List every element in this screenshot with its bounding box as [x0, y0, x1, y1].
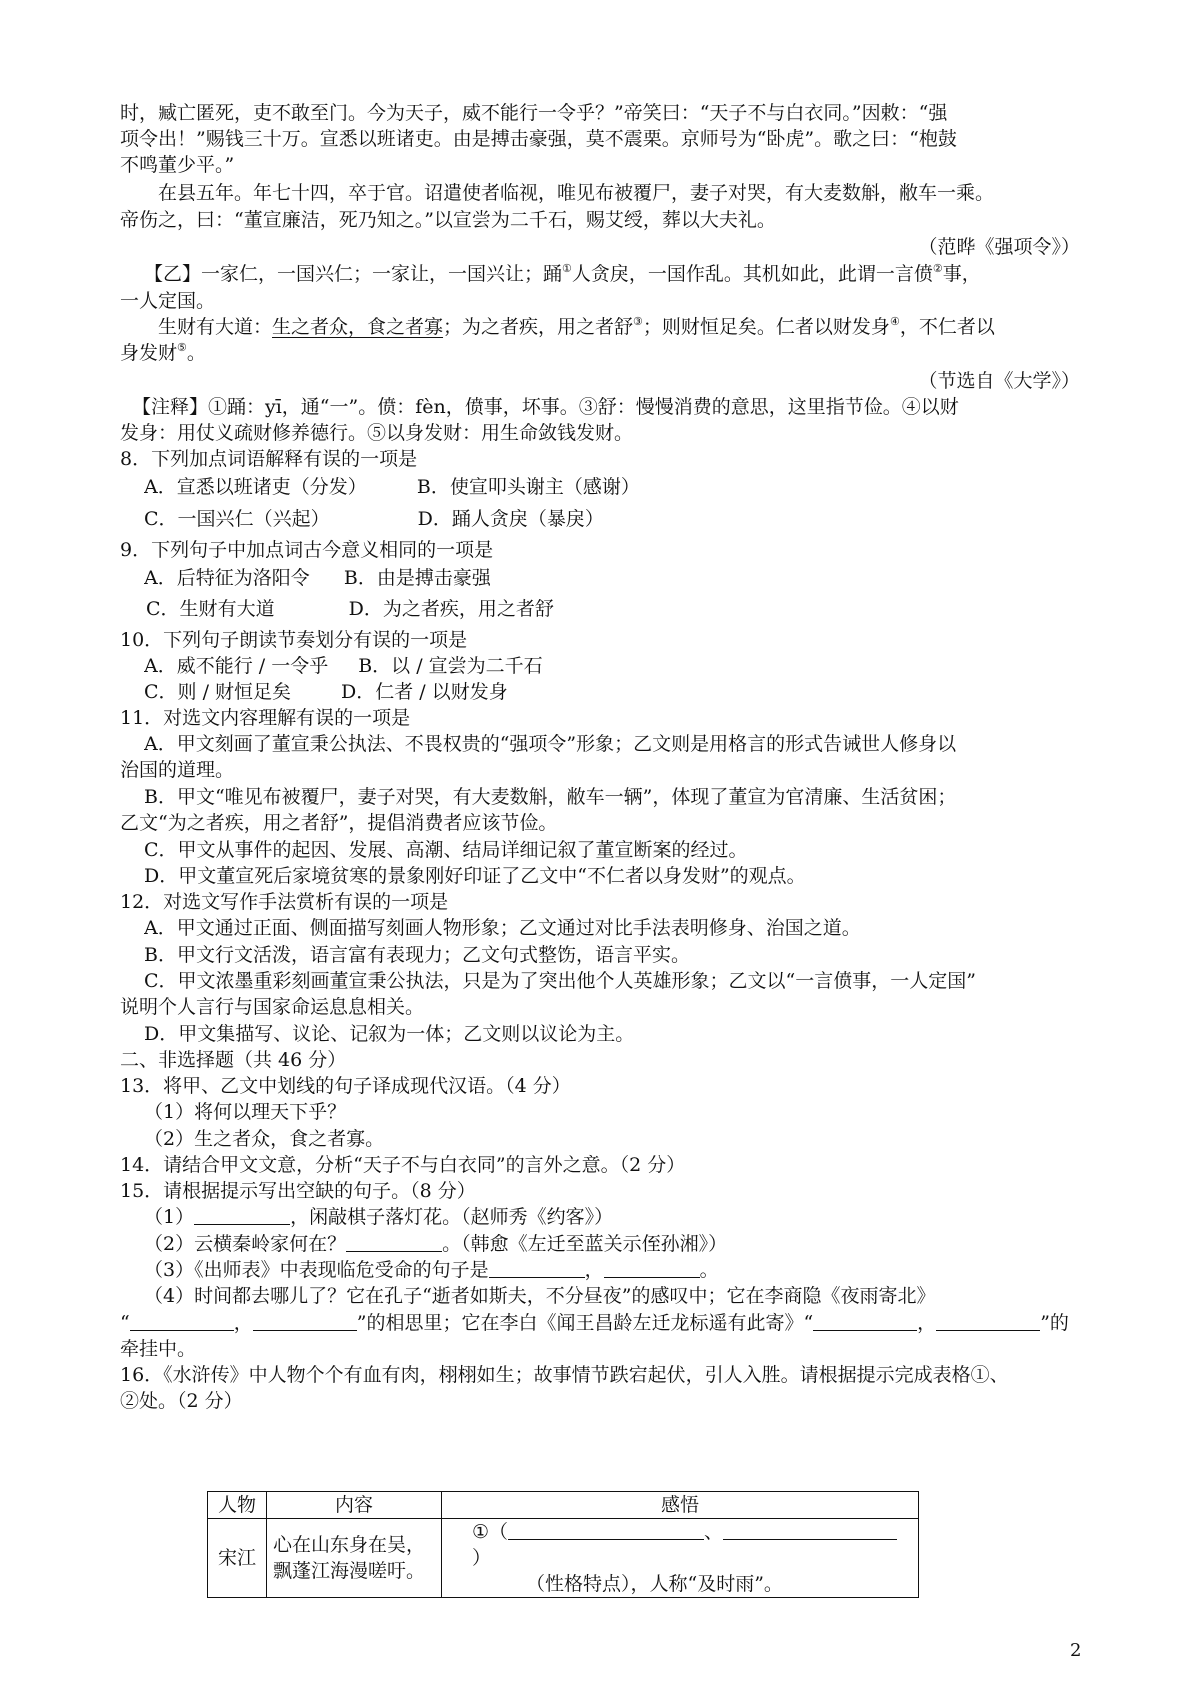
table-cell-content: 心在山东身在吴， 飘蓬江海漫嗟吁。 [267, 1519, 442, 1598]
passage-line: 项令出！”赐钱三十万。宣悉以班诸吏。由是搏击豪强，莫不震栗。京师号为“卧虎”。歌之曰：“枹鼓 [120, 128, 957, 150]
q15-sub-4-cont: “ ， ”的相思里；它在李白《闻王昌龄左迁龙标遥有此寄》“ ， ”的 [120, 1312, 1069, 1334]
q8-options-row [144, 474, 1080, 500]
table-header-row [208, 1492, 919, 1519]
q8-option-a[interactable]: A．宣悉以班诸吏（分发） [144, 476, 367, 498]
q10-options-row [144, 679, 1080, 705]
notes-line: 【注释】①踊：yī，通“一”。偾：fèn，偾事，坏事。③舒：慢慢消费的意思，这里指节俭。④以财 [132, 396, 959, 418]
q10-options-row [144, 653, 1080, 679]
table-header: 感悟 [442, 1492, 919, 1519]
q11-option-b[interactable]: B．甲文“唯见布被覆尸，妻子对哭，有大麦数斛，敝车一辆”，体现了董宣为官清廉、生活贫困； [144, 786, 957, 808]
footnote-marker: ③ [633, 315, 643, 328]
q10-option-d[interactable]: D．仁者 / 以财发身 [341, 681, 508, 703]
yi-source: （节选自《大学》） [918, 370, 1080, 392]
notes-line: 发身：用仗义疏财修养德行。⑤以身发财：用生命敛钱发财。 [120, 422, 634, 444]
answer-blank[interactable] [194, 1206, 290, 1225]
q11-option-d[interactable]: D．甲文董宣死后家境贫寒的景象刚好印证了乙文中“不仁者以身发财”的观点。 [144, 865, 806, 887]
yi-passage-line: 【乙】一家仁，一国兴仁；一家让，一国兴让；踊①人贪戾，一国作乱。其机如此，此谓一言偾②事， [144, 262, 981, 285]
question-9-stem: 9．下列句子中加点词古今意义相同的一项是 [120, 539, 494, 561]
question-8-stem: 8．下列加点词语解释有误的一项是 [120, 448, 418, 470]
q12-option-c[interactable]: C．甲文浓墨重彩刻画董宣秉公执法，只是为了突出他个人英雄形象；乙文以“一言偾事，一人定国” [144, 970, 976, 992]
q9-option-c[interactable]: C．生财有大道 [146, 598, 275, 620]
yi-passage-line: 生财有大道：生之者众，食之者寡；为之者疾，用之者舒③；则财恒足矣。仁者以财发身④，不仁者以 [158, 315, 995, 338]
answer-blank[interactable] [253, 1312, 357, 1331]
q8-option-d[interactable]: D．踊人贪戾（暴戾） [417, 508, 604, 530]
q12-option-c-cont: 说明个人言行与国家命运息息相关。 [120, 996, 425, 1018]
table-cell-name: 宋江 [208, 1519, 267, 1598]
question-13-stem: 13．将甲、乙文中划线的句子译成现代汉语。（4 分） [120, 1075, 571, 1097]
answer-blank[interactable] [813, 1312, 917, 1331]
q10-option-c[interactable]: C．则 / 财恒足矣 [144, 681, 292, 703]
q11-option-b-cont: 乙文“为之者疾，用之者舒”，提倡消费者应该节俭。 [120, 812, 558, 834]
q11-option-c[interactable]: C．甲文从事件的起因、发展、高潮、结局详细记叙了董宣断案的经过。 [144, 839, 748, 861]
question-16-stem-cont: ②处。（2 分） [120, 1390, 243, 1412]
page-number: 2 [1070, 1640, 1082, 1661]
answer-blank[interactable] [604, 1259, 700, 1278]
section-heading: 二、非选择题（共 46 分） [120, 1049, 347, 1071]
q8-options-row [144, 506, 1080, 532]
footnote-marker: ① [562, 262, 572, 275]
q9-option-a[interactable]: A．后特征为洛阳令 [144, 567, 310, 589]
table-row [208, 1519, 919, 1598]
q13-sub-1: （1）将何以理天下乎？ [144, 1101, 347, 1123]
question-11-stem: 11．对选文内容理解有误的一项是 [120, 707, 411, 729]
yi-passage-line: 一人定国。 [120, 290, 216, 312]
footnote-marker: ② [932, 262, 943, 275]
yi-label: 【乙】 [144, 263, 202, 285]
q9-options-row [146, 596, 1082, 622]
answer-blank[interactable] [130, 1312, 234, 1331]
q8-option-c[interactable]: C．一国兴仁（兴起） [144, 508, 330, 530]
q15-sub-2: （2）云横秦岭家何在？ 。（韩愈《左迁至蓝关示侄孙湘》） [144, 1233, 728, 1255]
q12-option-d[interactable]: D．甲文集描写、议论、记叙为一体；乙文则以议论为主。 [144, 1023, 635, 1045]
passage-line: 时，臧亡匿死，吏不敢至门。今为天子，威不能行一令乎？”帝笑曰：“天子不与白衣同。”因敕：“强 [120, 102, 948, 124]
answer-blank[interactable] [489, 1259, 585, 1278]
q9-options-row [144, 565, 1080, 591]
question-14-stem: 14．请结合甲文文意，分析“天子不与白衣同”的言外之意。（2 分） [120, 1154, 686, 1176]
table-header: 内容 [267, 1492, 442, 1519]
underlined-sentence: 生之者众，食之者寡 [272, 316, 444, 338]
q15-sub-4-cont: 牵挂中。 [120, 1338, 197, 1360]
question-16-stem: 16．《水浒传》中人物个个有血有肉，栩栩如生；故事情节跌宕起伏，引人入胜。请根据提示完成表格①、 [120, 1364, 1009, 1386]
q12-option-b[interactable]: B．甲文行文活泼，语言富有表现力；乙文句式整饬，语言平实。 [144, 944, 690, 966]
passage-line: 不鸣董少平。” [120, 154, 235, 176]
yi-passage-line: 身发财⑤。 [120, 341, 206, 364]
question-15-stem: 15．请根据提示写出空缺的句子。（8 分） [120, 1180, 476, 1202]
q10-option-a[interactable]: A．威不能行 / 一令乎 [144, 655, 329, 677]
footnote-marker: ④ [889, 315, 900, 328]
q16-table [207, 1491, 919, 1598]
q15-sub-1: （1） ，闲敲棋子落灯花。（赵师秀《约客》） [144, 1206, 614, 1228]
q10-option-b[interactable]: B．以 / 宣尝为二千石 [358, 655, 543, 677]
question-12-stem: 12．对选文写作手法赏析有误的一项是 [120, 891, 449, 913]
q13-sub-2: （2）生之者众，食之者寡。 [144, 1128, 385, 1150]
q9-option-d[interactable]: D．为之者疾，用之者舒 [348, 598, 554, 620]
q11-option-a[interactable]: A．甲文刻画了董宣秉公执法、不畏权贵的“强项令”形象；乙文则是用格言的形式告诫世人修身以 [144, 733, 957, 755]
answer-blank[interactable] [936, 1312, 1040, 1331]
q11-option-a-cont: 治国的道理。 [120, 759, 235, 781]
q15-sub-3: （3）《出师表》中表现临危受命的句子是 ， 。 [144, 1259, 719, 1281]
answer-blank[interactable] [346, 1233, 442, 1252]
q9-option-b[interactable]: B．由是搏击豪强 [343, 567, 491, 589]
q12-option-a[interactable]: A．甲文通过正面、侧面描写刻画人物形象；乙文通过对比手法表明修身、治国之道。 [144, 917, 861, 939]
q15-sub-4: （4）时间都去哪儿了？它在孔子“逝者如斯夫，不分昼夜”的感叹中；它在李商隐《夜雨寄北》 [144, 1285, 936, 1307]
question-10-stem: 10．下列句子朗读节奏划分有误的一项是 [120, 629, 468, 651]
q8-option-b[interactable]: B．使宣叩头谢主（感谢） [416, 476, 640, 498]
answer-blank[interactable] [508, 1521, 704, 1540]
table-header: 人物 [208, 1492, 267, 1519]
passage-line: 在县五年。年七十四，卒于官。诏遣使者临视，唯见布被覆尸，妻子对哭，有大麦数斛，敝车一乘。 [158, 182, 995, 204]
passage-source: （范晔《强项令》） [918, 236, 1080, 258]
passage-line: 帝伤之，曰：“董宣廉洁，死乃知之。”以宣尝为二千石，赐艾绶，葬以大夫礼。 [120, 209, 776, 231]
answer-blank[interactable] [723, 1521, 897, 1540]
table-cell-feeling: ①（ 、） （性格特点），人称“及时雨”。 [442, 1519, 919, 1598]
footnote-marker: ⑤ [177, 341, 187, 354]
